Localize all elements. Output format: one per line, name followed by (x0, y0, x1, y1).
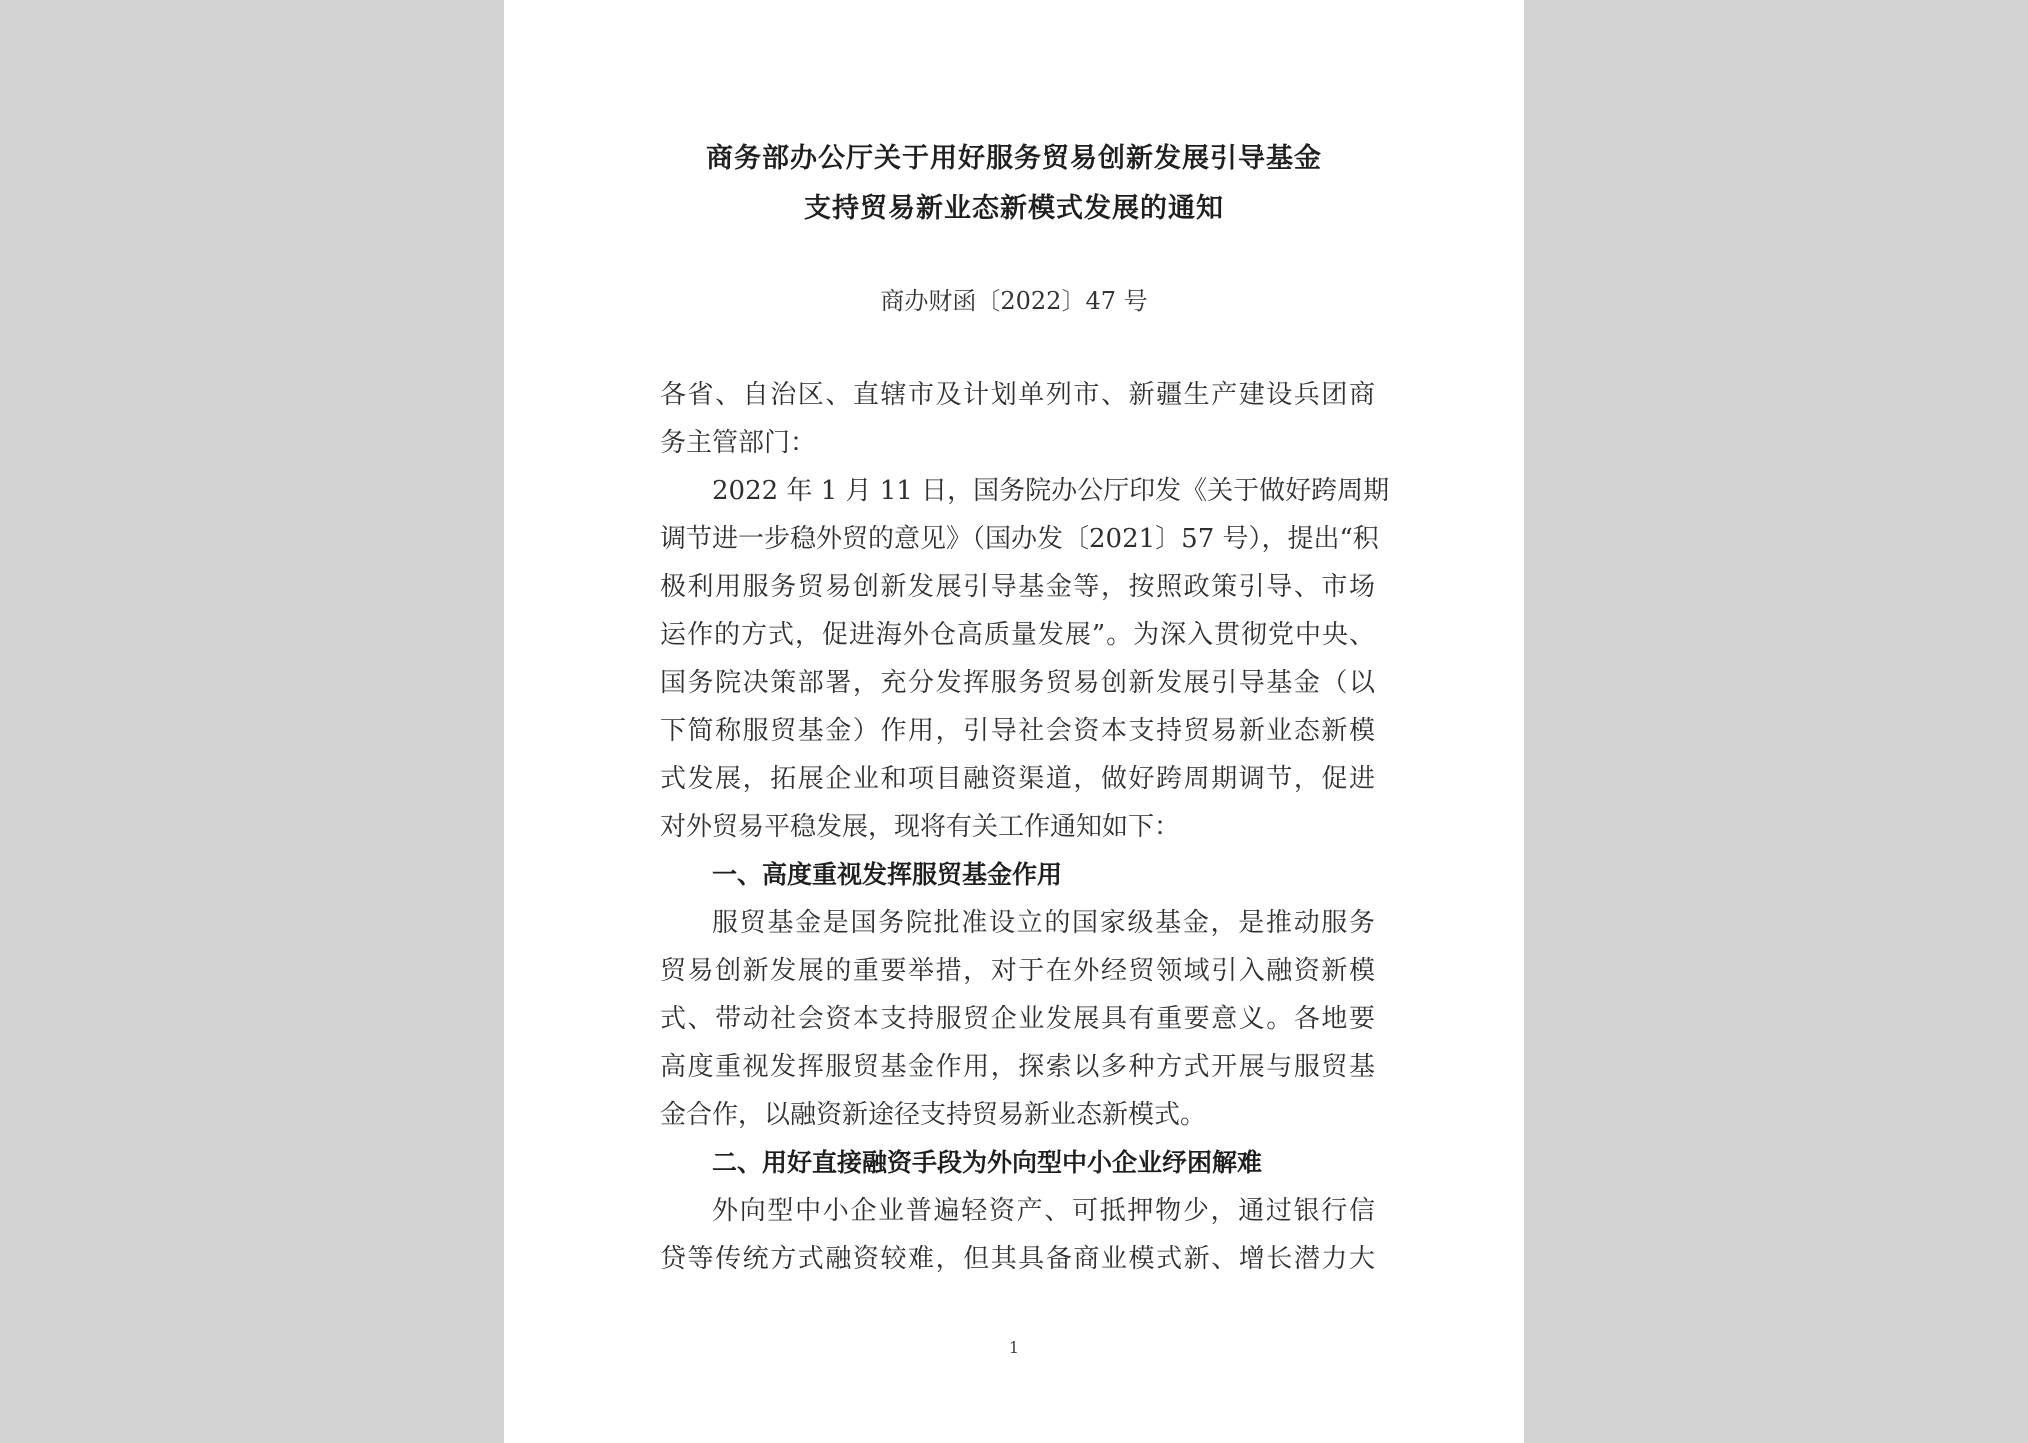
section-heading-2: 二、用好直接融资手段为外向型中小企业纾困解难 (712, 1148, 1263, 1177)
document-title-line-2: 支持贸易新业态新模式发展的通知 (804, 193, 1224, 224)
body-line: 式、带动社会资本支持服贸企业发展具有重要意义。各地要 (660, 1004, 1375, 1034)
addressee-line: 各省、自治区、直辖市及计划单列市、新疆生产建设兵团商 (660, 380, 1375, 410)
page-number: 1 (1008, 1338, 1020, 1357)
body-line: 下简称服贸基金）作用，引导社会资本支持贸易新业态新模 (660, 716, 1375, 746)
body-line: 运作的方式，促进海外仓高质量发展”。为深入贯彻党中央、 (660, 620, 1375, 650)
body-line: 服贸基金是国务院批准设立的国家级基金，是推动服务 (712, 908, 1375, 938)
body-line: 高度重视发挥服贸基金作用，探索以多种方式开展与服贸基 (660, 1052, 1375, 1082)
document-title-line-1: 商务部办公厅关于用好服务贸易创新发展引导基金 (706, 143, 1322, 174)
body-line: 金合作，以融资新途径支持贸易新业态新模式。 (660, 1100, 1207, 1130)
body-line: 调节进一步稳外贸的意见》（国办发〔2021〕57 号），提出“积 (660, 524, 1379, 554)
body-line: 国务院决策部署，充分发挥服务贸易创新发展引导基金（以 (660, 668, 1375, 698)
addressee-line: 务主管部门： (660, 428, 817, 458)
body-line: 外向型中小企业普遍轻资产、可抵押物少，通过银行信 (712, 1196, 1375, 1226)
body-line: 对外贸易平稳发展，现将有关工作通知如下： (660, 812, 1181, 842)
document-body (660, 371, 1390, 1283)
body-line: 式发展，拓展企业和项目融资渠道，做好跨周期调节，促进 (660, 764, 1375, 794)
section-heading-1: 一、高度重视发挥服贸基金作用 (712, 860, 1063, 889)
document-number: 商办财函〔2022〕47 号 (880, 287, 1148, 315)
body-line: 贸易创新发展的重要举措，对于在外经贸领域引入融资新模 (660, 956, 1375, 986)
document-page (504, 0, 1524, 1443)
body-line: 贷等传统方式融资较难，但其具备商业模式新、增长潜力大 (660, 1244, 1375, 1274)
body-line: 2022 年 1 月 11 日，国务院办公厅印发《关于做好跨周期 (712, 476, 1390, 506)
body-line: 极利用服务贸易创新发展引导基金等，按照政策引导、市场 (660, 572, 1375, 602)
